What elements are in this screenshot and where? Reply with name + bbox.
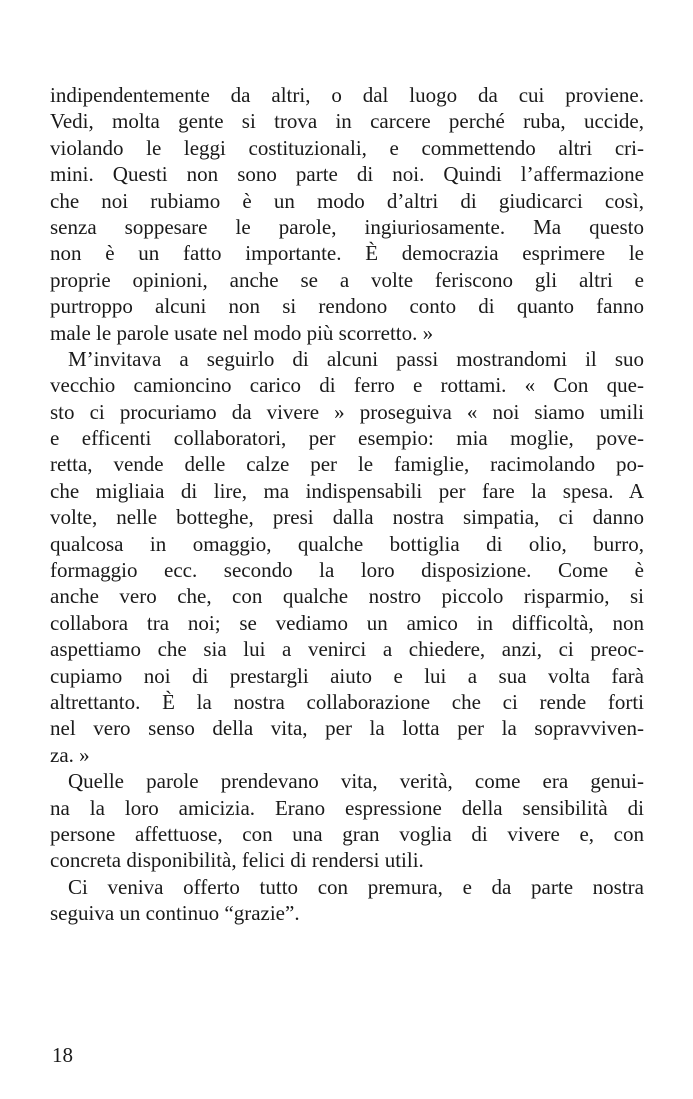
paragraph [50,768,644,874]
text-line: nel vero senso della vita, per la lotta per la sopravviven- [50,716,644,741]
text-line: senza soppesare le parole, ingiuriosamente. Ma questo [50,214,644,239]
text-line: M’invitava a seguirlo di alcuni passi mostrandomi il suo [68,346,644,371]
text-line: purtroppo alcuni non si rendono conto di quanto fanno [50,294,644,319]
text-line: indipendentemente da altri, o dal luogo da cui proviene. [50,83,644,107]
text-line: cupiamo noi di prestargli aiuto e lui a sua volta farà [50,663,644,688]
text-line: altrettanto. È la nostra collaborazione che ci rende forti [50,689,644,714]
text-line: qualcosa in omaggio, qualche bottiglia di olio, burro, [50,531,644,556]
text-line: che migliaia di lire, ma indispensabili per fare la spesa. A [50,478,644,503]
text-line: persone affettuose, con una gran voglia di vivere e, con [50,821,644,846]
text-line: non è un fatto importante. È democrazia esprimere le [50,241,644,266]
text-line: proprie opinioni, anche se a volte feriscono gli altri e [50,267,644,292]
text-line: vecchio camioncino carico di ferro e rottami. « Con que- [50,373,644,398]
text-line: anche vero che, con qualche nostro piccolo risparmio, si [50,584,644,609]
text-line: formaggio ecc. secondo la loro disposizione. Come è [50,558,644,583]
text-line: volte, nelle botteghe, presi dalla nostra simpatia, ci danno [50,505,644,530]
text-line: za. » [50,742,90,767]
text-line: Quelle parole prendevano vita, verità, come era genui- [68,769,644,794]
text-line: retta, vende delle calze per le famiglie, racimolando po- [50,452,644,477]
paragraph [50,874,644,927]
text-line: mini. Questi non sono parte di noi. Quindi l’affermazione [50,162,644,187]
text-line: Vedi, molta gente si trova in carcere perché ruba, uccide, [50,109,644,134]
book-page-body [50,82,644,927]
text-line: male le parole usate nel modo più scorretto. » [50,320,434,345]
text-line: sto ci procuriamo da vivere » proseguiva « noi siamo umili [50,399,644,424]
text-line: concreta disponibilità, felici di rendersi utili. [50,848,424,873]
text-line: na la loro amicizia. Erano espressione della sensibilità di [50,795,644,820]
paragraph [50,346,644,768]
paragraph [50,82,644,346]
text-line: violando le leggi costituzionali, e commettendo altri cri- [50,135,644,160]
text-line: che noi rubiamo è un modo d’altri di giudicarci così, [50,188,644,213]
text-line: collabora tra noi; se vediamo un amico in difficoltà, non [50,610,644,635]
text-line: Ci veniva offerto tutto con premura, e da parte nostra [68,874,644,899]
text-line: e efficenti collaboratori, per esempio: mia moglie, pove- [50,426,644,451]
page-number: 18 [52,1043,73,1067]
text-line: aspettiamo che sia lui a venirci a chiedere, anzi, ci preoc- [50,637,644,662]
text-line: seguiva un continuo “grazie”. [50,901,300,926]
